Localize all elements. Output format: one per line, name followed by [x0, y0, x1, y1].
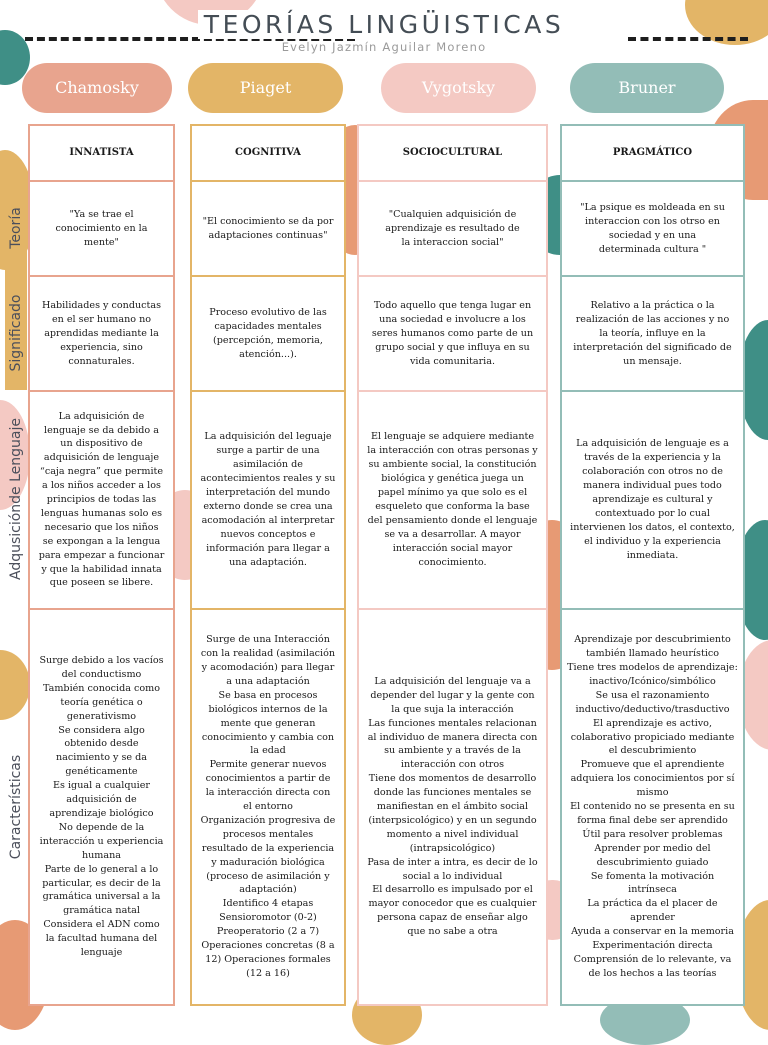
column-bruner	[560, 124, 745, 1006]
row-label-teoria: Teoría	[5, 180, 27, 275]
approach-cell: INNATISTA	[69, 147, 134, 159]
row-label-adquisicion: Adqusiciónde Lenguaje	[8, 417, 24, 581]
approach-cell: COGNITIVA	[235, 147, 301, 159]
theorist-pill-piaget: Piaget	[188, 63, 343, 113]
characteristics-cell: Surge de una Interacción con la realidad (asimilación y acomodación) para llegar a una adaptación Se basa en procesos biológicos internos de la mente que generan conocimiento y cambia con la edad Permite generar nuevos conocimientos a partir de la interacción directa con el entorno Organización progresiva de procesos mentales resultado de la experiencia y maduración biológica (proceso de asimilación y adaptación) Identifico 4 etapas Sensioromotor (0-2) Preoperatorio (2 a 7) Operaciones concretas (8 a 12) Operaciones formales (12 a 16)	[200, 634, 336, 979]
row-label-caracteristicas: Características	[8, 754, 24, 860]
approach-cell: PRAGMÁTICO	[612, 147, 693, 159]
theory-cell: "La psique es moldeada en su interaccion con los otrso en sociedad y en una determinada cultura "	[580, 202, 725, 255]
column-piaget	[190, 124, 346, 1006]
theorist-pill-chamosky: Chamosky	[22, 63, 172, 113]
acquisition-cell: La adquisición de lenguaje se da debido a un dispositivo de adquisición de lenguaje “caja negra” que permite a los niños acceder a los principios de todas las lenguas humanas solo es necesario que los niños se expongan a la lengua para empezar a funcionar y que la habilidad innata que poseen se libere.	[38, 410, 165, 589]
theory-cell: "Ya se trae el conocimiento en la mente"	[55, 209, 148, 248]
column-chamosky	[28, 124, 175, 1006]
meaning-cell: Habilidades y conductas en el ser humano no aprendidas mediante la experiencia, sino connaturales.	[41, 300, 162, 367]
theorist-pill-vygotsky: Vygotsky	[381, 63, 536, 113]
meaning-cell: Todo aquello que tenga lugar en una sociedad e involucre a los seres humanos como parte de un grupo social y que influya en su vida comunitaria.	[371, 300, 534, 367]
page-title: TEORÍAS LINGÜISTICAS	[0, 10, 768, 39]
meaning-cell: Proceso evolutivo de las capacidades mentales (percepción, memoria, atención...).	[209, 307, 327, 360]
characteristics-cell: Surge debido a los vacíos del conductismo También conocida como teoría genética o generativismo Se considera algo obtenido desde nacimiento y se da genéticamente Es igual a cualquier adquisición de aprendizaje biológico No depende de la interacción u experiencia humana Parte de lo general a lo particular, es decir de la gramática universal a la gramática natal Considera el ADN como la facultad humana del lenguaje	[39, 655, 164, 959]
column-vygotsky	[357, 124, 548, 1006]
acquisition-cell: El lenguaje se adquiere mediante la interacción con otras personas y su ambiente social, la constitución biológica y genética juega un papel mínimo ya que solo es el esqueleto que conforma la base del pensamiento donde el lenguaje se va a desarrollar. A mayor interacción social mayor conocimiento.	[367, 431, 538, 568]
theory-cell: "Cualquien adquisición de aprendizaje es resultado de la interaccion social"	[385, 209, 520, 248]
meaning-cell: Relativo a la práctica o la realización de las acciones y no la teoría, influye en la interpretación del significado de un mensaje.	[573, 300, 732, 367]
author-name: Evelyn Jazmín Aguilar Moreno	[281, 40, 487, 54]
theory-cell: "El conocimiento se da por adaptaciones continuas"	[202, 216, 334, 241]
acquisition-cell: La adquisición del leguaje surge a partir de una asimilación de acontecimientos reales y su interpretación del mundo externo donde se crea una acomodación al interpretar nuevos conceptos e información para llegar a una adaptación.	[200, 431, 336, 568]
characteristics-cell: Aprendizaje por descubrimiento también llamado heurístico Tiene tres modelos de aprendizaje: inactivo/Icónico/simbólico Se usa el razonamiento inductivo/deductivo/trasductivo El aprendizaje es activo, colaborativo propiciado mediante el descubrimiento Promueve que el aprendiente adquiera los conocimientos por sí mismo El contenido no se presenta en su forma final debe ser aprendido Útil para resolver problemas Aprender por medio del descubrimiento guiado Se fomenta la motivación intrínseca La práctica da el placer de aprender Ayuda a conservar en la memoria Experimentación directa Comprensión de lo relevante, va de los hechos a las teorías	[567, 634, 738, 979]
approach-cell: SOCIOCULTURAL	[402, 147, 503, 159]
page-header	[0, 10, 768, 60]
characteristics-cell: La adquisición del lenguaje va a depender del lugar y la gente con la que suja la interacción Las funciones mentales relacionan al individuo de manera directa con su ambiente y a través de la interacción con otros Tiene dos momentos de desarrollo donde las funciones mentales se manifiestan en el ámbito social (interpsicológico) y en un segundo momento a nivel individual (intrapsicológico) Pasa de inter a intra, es decir de lo social a lo individual El desarrollo es impulsado por el mayor conocedor que es cualquier persona capaz de enseñar algo que no sabe a otra	[367, 675, 538, 938]
theorist-pill-bruner: Bruner	[570, 63, 724, 113]
acquisition-cell: La adquisición de lenguaje es a través de la experiencia y la colaboración con otros no de manera individual pues todo aprendizaje es cultural y contextuado por lo cual intervienen los datos, el contexto, el individuo y la experiencia inmediata.	[570, 438, 735, 561]
row-label-significado: Significado	[5, 275, 27, 390]
